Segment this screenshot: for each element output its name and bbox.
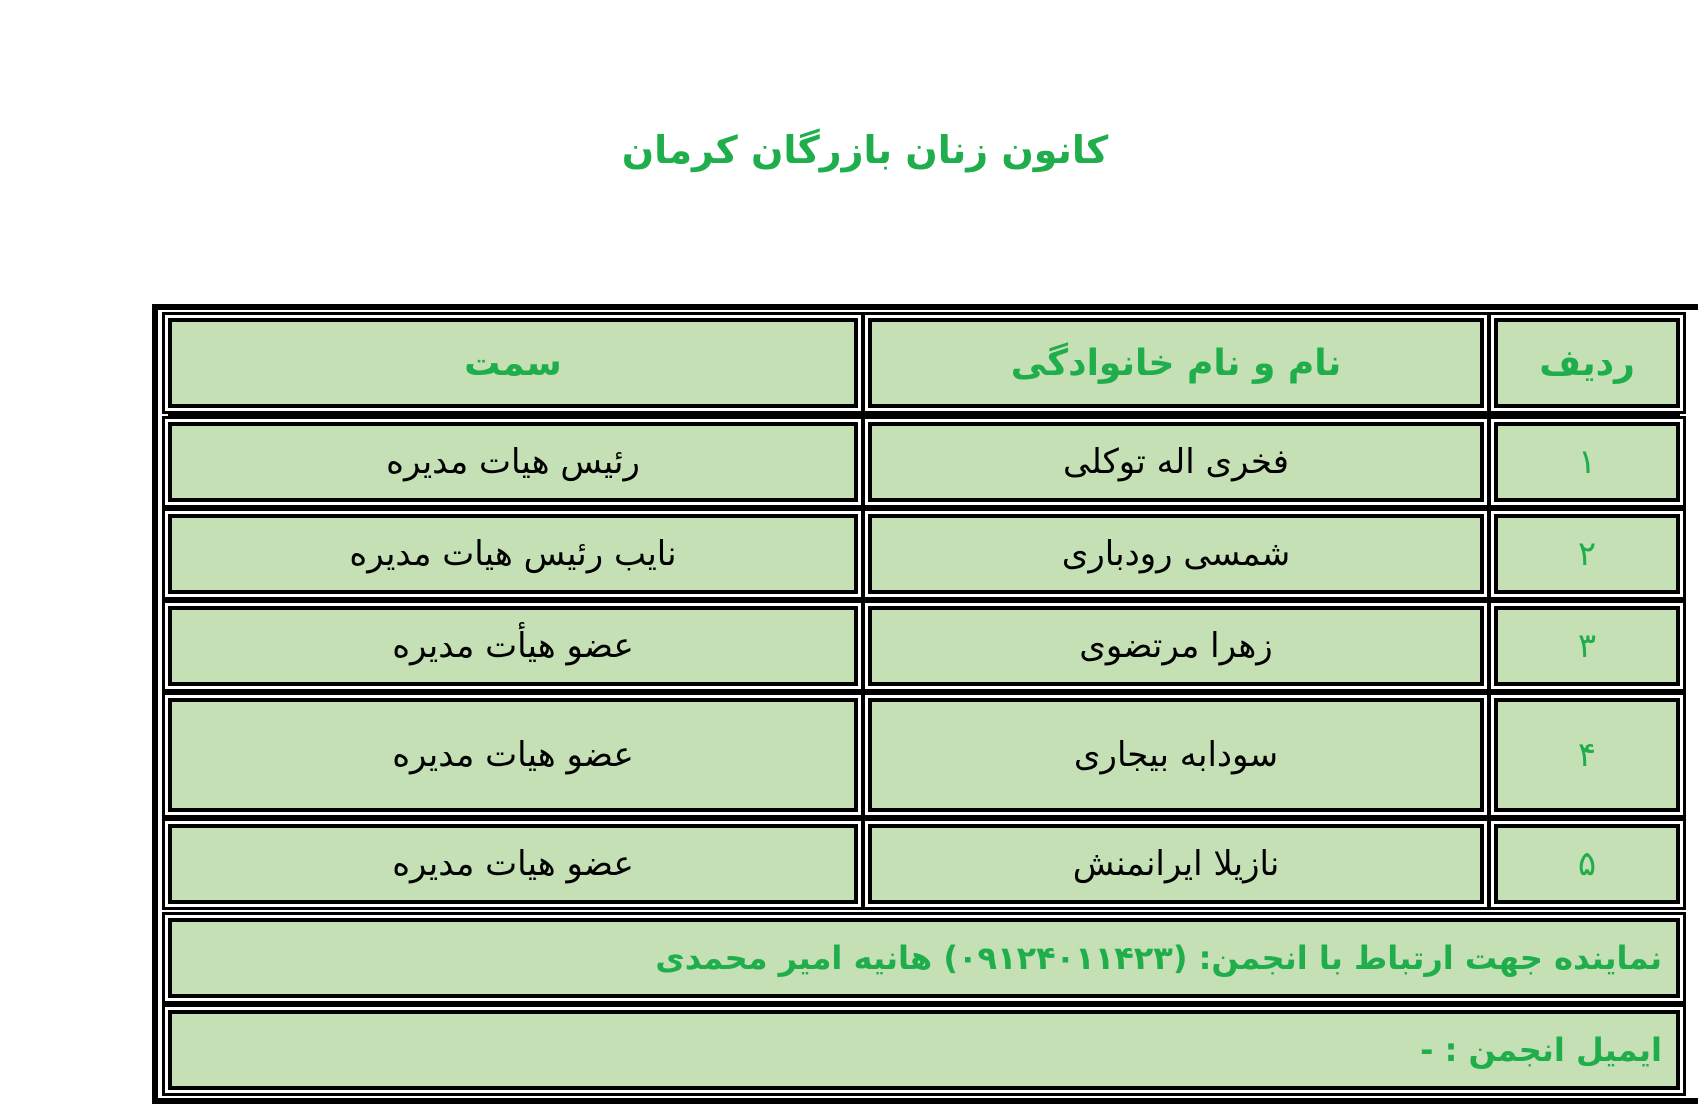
row-4-radif: ۴	[1494, 698, 1680, 812]
row-5-name: نازیلا ایرانمنش	[868, 824, 1484, 904]
association-email: ایمیل انجمن : -	[168, 1010, 1680, 1090]
row-5-semat: عضو هیات مدیره	[168, 824, 858, 904]
row-1-semat: رئیس هیات مدیره	[168, 422, 858, 502]
row-1-radif: ۱	[1494, 422, 1680, 502]
row-5-radif: ۵	[1494, 824, 1680, 904]
row-2-semat: نایب رئیس هیات مدیره	[168, 514, 858, 594]
header-name: نام و نام خانوادگی	[868, 318, 1484, 408]
row-2-name: شمسی رودباری	[868, 514, 1484, 594]
page-title: کانون زنان بازرگان کرمان	[621, 128, 1109, 172]
row-3-radif: ۳	[1494, 606, 1680, 686]
representative-contact: نماینده جهت ارتباط با انجمن: (۰۹۱۲۴۰۱۱۴۲۳) هانیه امیر محمدی	[168, 918, 1680, 998]
row-3-name: زهرا مرتضوی	[868, 606, 1484, 686]
row-3-semat: عضو هیأت مدیره	[168, 606, 858, 686]
row-2-radif: ۲	[1494, 514, 1680, 594]
header-radif: ردیف	[1494, 318, 1680, 408]
row-4-name: سودابه بیجاری	[868, 698, 1484, 812]
header-semat: سمت	[168, 318, 858, 408]
row-4-semat: عضو هیات مدیره	[168, 698, 858, 812]
header-divider	[168, 413, 1680, 416]
row-1-name: فخری اله توکلی	[868, 422, 1484, 502]
